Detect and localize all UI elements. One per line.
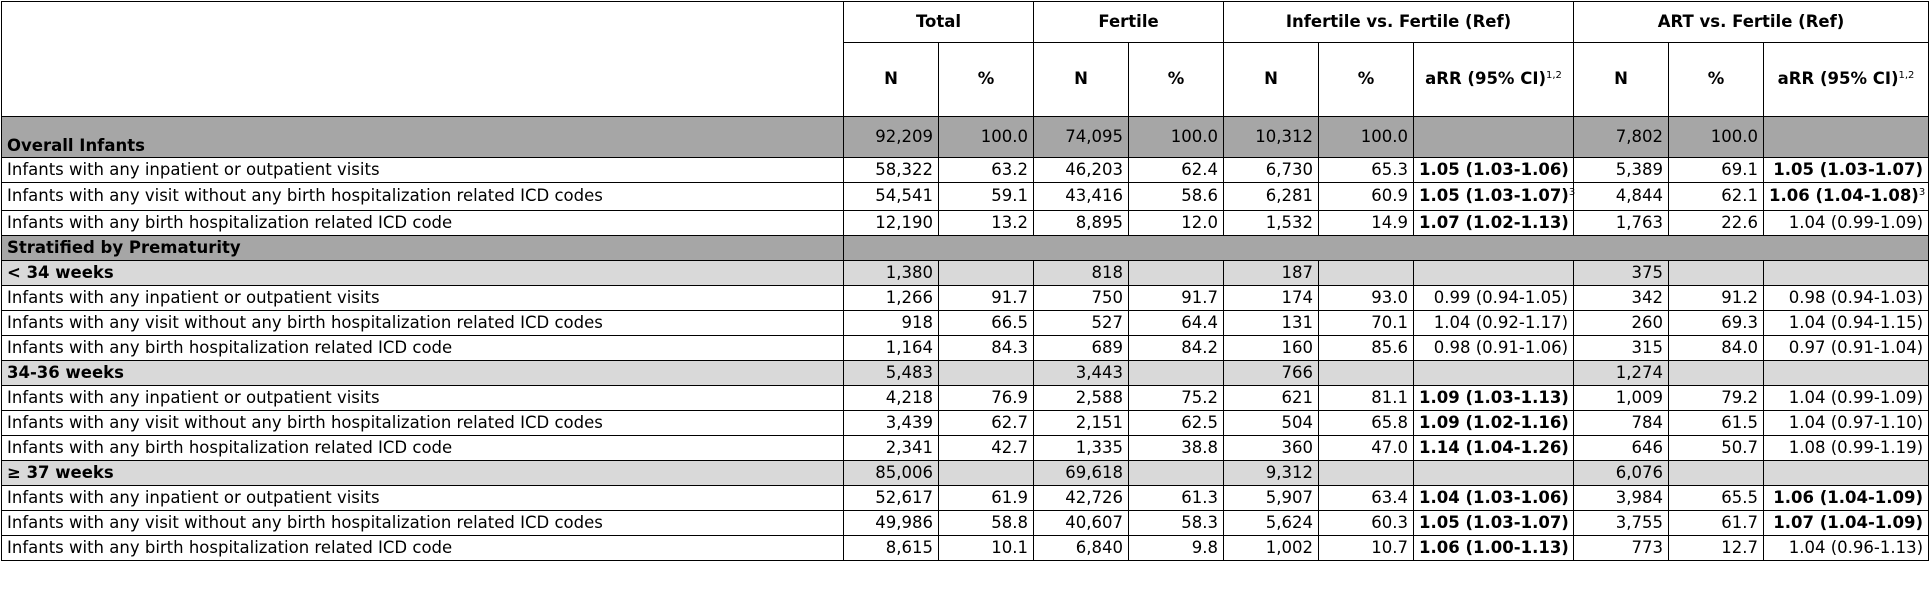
infertile-pct: 14.9: [1319, 211, 1414, 236]
infertile-arr: 0.99 (0.94-1.05): [1414, 286, 1574, 311]
fertile-pct: 58.6: [1129, 183, 1224, 211]
table-row: [2, 286, 1929, 311]
infertile-arr: 1.09 (1.03-1.13): [1414, 386, 1574, 411]
art-pct: 61.5: [1669, 411, 1764, 436]
art-pct: 79.2: [1669, 386, 1764, 411]
art-arr: 1.04 (0.94-1.15): [1764, 311, 1929, 336]
row-label: < 34 weeks: [2, 261, 844, 286]
total-n: 49,986: [844, 511, 939, 536]
art-arr: 1.04 (0.99-1.09): [1764, 211, 1929, 236]
infertile-pct: 81.1: [1319, 386, 1414, 411]
infertile-pct: 70.1: [1319, 311, 1414, 336]
fertile-n: 527: [1034, 311, 1129, 336]
art-pct: [1669, 461, 1764, 486]
header-total: Total: [844, 2, 1034, 43]
row-label: Infants with any visit without any birth hospitalization related ICD codes: [2, 311, 844, 336]
total-n: 3,439: [844, 411, 939, 436]
infertile-arr: 1.04 (0.92-1.17): [1414, 311, 1574, 336]
header-art: ART vs. Fertile (Ref): [1574, 2, 1929, 43]
art-n: 342: [1574, 286, 1669, 311]
total-pct: 63.2: [939, 158, 1034, 183]
infertile-pct: 65.3: [1319, 158, 1414, 183]
art-n: 3,984: [1574, 486, 1669, 511]
art-n: 375: [1574, 261, 1669, 286]
col-art-arr: [1764, 43, 1929, 117]
fertile-n: 74,095: [1034, 117, 1129, 158]
fertile-pct: 84.2: [1129, 336, 1224, 361]
infertile-n: 360: [1224, 436, 1319, 461]
col-fertile-pct: %: [1129, 43, 1224, 117]
total-pct: [939, 361, 1034, 386]
art-arr: [1764, 117, 1929, 158]
row-label: Infants with any inpatient or outpatient visits: [2, 158, 844, 183]
art-arr: [1764, 461, 1929, 486]
total-pct: 84.3: [939, 336, 1034, 361]
total-n: 2,341: [844, 436, 939, 461]
row-label: Overall Infants: [2, 117, 844, 158]
infertile-arr: 1.07 (1.02-1.13): [1414, 211, 1574, 236]
table-row: [2, 311, 1929, 336]
art-arr: 0.98 (0.94-1.03): [1764, 286, 1929, 311]
art-n: 1,009: [1574, 386, 1669, 411]
row-label: Infants with any inpatient or outpatient visits: [2, 386, 844, 411]
row-label: Infants with any inpatient or outpatient visits: [2, 486, 844, 511]
fertile-n: 750: [1034, 286, 1129, 311]
fertile-n: 6,840: [1034, 536, 1129, 561]
table-row: [2, 211, 1929, 236]
art-pct: 65.5: [1669, 486, 1764, 511]
infertile-pct: 100.0: [1319, 117, 1414, 158]
fertile-n: 689: [1034, 336, 1129, 361]
total-n: 92,209: [844, 117, 939, 158]
infertile-pct: 85.6: [1319, 336, 1414, 361]
art-n: 773: [1574, 536, 1669, 561]
art-pct: 69.3: [1669, 311, 1764, 336]
fertile-pct: [1129, 461, 1224, 486]
infertile-pct: 65.8: [1319, 411, 1414, 436]
art-arr: [1764, 261, 1929, 286]
row-label: ≥ 37 weeks: [2, 461, 844, 486]
fertile-pct: 100.0: [1129, 117, 1224, 158]
total-pct: 61.9: [939, 486, 1034, 511]
fertile-pct: 91.7: [1129, 286, 1224, 311]
art-n: 3,755: [1574, 511, 1669, 536]
fertile-n: 818: [1034, 261, 1129, 286]
header-infertile: Infertile vs. Fertile (Ref): [1224, 2, 1574, 43]
infertile-pct: 63.4: [1319, 486, 1414, 511]
art-pct: 50.7: [1669, 436, 1764, 461]
fertile-pct: 64.4: [1129, 311, 1224, 336]
infertile-n: 5,907: [1224, 486, 1319, 511]
col-art-n: N: [1574, 43, 1669, 117]
total-n: 1,266: [844, 286, 939, 311]
infertile-n: 174: [1224, 286, 1319, 311]
col-infertile-pct: %: [1319, 43, 1414, 117]
infertile-pct: 60.9: [1319, 183, 1414, 211]
fertile-n: 46,203: [1034, 158, 1129, 183]
art-pct: 100.0: [1669, 117, 1764, 158]
row-label: Infants with any birth hospitalization related ICD code: [2, 536, 844, 561]
total-pct: 76.9: [939, 386, 1034, 411]
col-infertile-arr: [1414, 43, 1574, 117]
infertile-arr: [1414, 361, 1574, 386]
infertile-pct: 10.7: [1319, 536, 1414, 561]
table-row: [2, 411, 1929, 436]
art-pct: 62.1: [1669, 183, 1764, 211]
art-pct: [1669, 261, 1764, 286]
art-arr: 1.04 (0.99-1.09): [1764, 386, 1929, 411]
art-arr: [1764, 361, 1929, 386]
total-n: 12,190: [844, 211, 939, 236]
infertile-n: 187: [1224, 261, 1319, 286]
infertile-arr: 1.06 (1.00-1.13): [1414, 536, 1574, 561]
row-label: Infants with any birth hospitalization related ICD code: [2, 436, 844, 461]
total-pct: 100.0: [939, 117, 1034, 158]
fertile-pct: 38.8: [1129, 436, 1224, 461]
fertile-pct: 62.4: [1129, 158, 1224, 183]
results-table: [1, 1, 1929, 561]
infertile-arr: 1.04 (1.03-1.06): [1414, 486, 1574, 511]
infertile-arr: 1.09 (1.02-1.16): [1414, 411, 1574, 436]
total-n: 5,483: [844, 361, 939, 386]
table-body: [2, 117, 1929, 561]
infertile-pct: [1319, 461, 1414, 486]
total-pct: 66.5: [939, 311, 1034, 336]
row-label: Infants with any visit without any birth hospitalization related ICD codes: [2, 183, 844, 211]
art-arr: 0.97 (0.91-1.04): [1764, 336, 1929, 361]
total-n: 8,615: [844, 536, 939, 561]
row-label: Stratified by Prematurity: [2, 236, 844, 261]
infertile-arr: 0.98 (0.91-1.06): [1414, 336, 1574, 361]
infertile-n: 131: [1224, 311, 1319, 336]
total-n: 1,164: [844, 336, 939, 361]
art-arr: 1.06 (1.04-1.09): [1764, 486, 1929, 511]
infertile-arr: [1414, 461, 1574, 486]
table-row: [2, 336, 1929, 361]
row-label: Infants with any birth hospitalization related ICD code: [2, 211, 844, 236]
group-row: [2, 117, 1929, 158]
infertile-pct: [1319, 261, 1414, 286]
total-n: 918: [844, 311, 939, 336]
table-row: [2, 536, 1929, 561]
header-corner: [2, 2, 844, 117]
arr-label: aRR (95% CI): [1777, 69, 1899, 89]
fertile-n: 2,588: [1034, 386, 1129, 411]
art-n: 7,802: [1574, 117, 1669, 158]
infertile-arr: 1.05 (1.03-1.06): [1414, 158, 1574, 183]
row-label: Infants with any birth hospitalization related ICD code: [2, 336, 844, 361]
col-art-pct: %: [1669, 43, 1764, 117]
art-n: 5,389: [1574, 158, 1669, 183]
total-pct: 58.8: [939, 511, 1034, 536]
art-n: 1,274: [1574, 361, 1669, 386]
art-pct: 91.2: [1669, 286, 1764, 311]
infertile-arr: 1.14 (1.04-1.26): [1414, 436, 1574, 461]
infertile-arr: [1414, 261, 1574, 286]
art-arr: 1.04 (0.96-1.13): [1764, 536, 1929, 561]
row-label: Infants with any visit without any birth hospitalization related ICD codes: [2, 511, 844, 536]
table-row: [2, 486, 1929, 511]
art-n: 646: [1574, 436, 1669, 461]
art-n: 784: [1574, 411, 1669, 436]
fertile-pct: 75.2: [1129, 386, 1224, 411]
infertile-pct: 60.3: [1319, 511, 1414, 536]
infertile-pct: 47.0: [1319, 436, 1414, 461]
infertile-n: 6,281: [1224, 183, 1319, 211]
infertile-n: 6,730: [1224, 158, 1319, 183]
fertile-n: 3,443: [1034, 361, 1129, 386]
fertile-pct: 61.3: [1129, 486, 1224, 511]
infertile-n: 1,002: [1224, 536, 1319, 561]
arr-footnote: 1,2: [1898, 70, 1915, 82]
art-n: 4,844: [1574, 183, 1669, 211]
fertile-pct: [1129, 361, 1224, 386]
total-n: 58,322: [844, 158, 939, 183]
fertile-n: 40,607: [1034, 511, 1129, 536]
total-pct: [939, 261, 1034, 286]
header-group-row: [2, 2, 1929, 43]
table-row: [2, 158, 1929, 183]
total-pct: 59.1: [939, 183, 1034, 211]
group-row: [2, 461, 1929, 486]
art-arr: 1.05 (1.03-1.07): [1764, 158, 1929, 183]
fertile-n: 1,335: [1034, 436, 1129, 461]
table-row: [2, 436, 1929, 461]
art-n: 260: [1574, 311, 1669, 336]
col-infertile-n: N: [1224, 43, 1319, 117]
art-pct: [1669, 361, 1764, 386]
fertile-pct: 12.0: [1129, 211, 1224, 236]
fertile-pct: [1129, 261, 1224, 286]
total-pct: 10.1: [939, 536, 1034, 561]
arr-label: aRR (95% CI): [1425, 69, 1546, 89]
table-row: [2, 183, 1929, 211]
table-row: [2, 511, 1929, 536]
section-row: [2, 236, 1929, 261]
infertile-n: 504: [1224, 411, 1319, 436]
art-pct: 12.7: [1669, 536, 1764, 561]
infertile-pct: [1319, 361, 1414, 386]
group-row: [2, 361, 1929, 386]
row-label: Infants with any inpatient or outpatient visits: [2, 286, 844, 311]
total-n: 1,380: [844, 261, 939, 286]
art-arr: 1.08 (0.99-1.19): [1764, 436, 1929, 461]
fertile-n: 69,618: [1034, 461, 1129, 486]
fertile-pct: 9.8: [1129, 536, 1224, 561]
col-total-pct: %: [939, 43, 1034, 117]
art-n: 6,076: [1574, 461, 1669, 486]
art-pct: 84.0: [1669, 336, 1764, 361]
header-fertile: Fertile: [1034, 2, 1224, 43]
art-arr: 1.07 (1.04-1.09): [1764, 511, 1929, 536]
total-n: 85,006: [844, 461, 939, 486]
art-n: 1,763: [1574, 211, 1669, 236]
fertile-n: 8,895: [1034, 211, 1129, 236]
total-pct: [939, 461, 1034, 486]
fertile-pct: 62.5: [1129, 411, 1224, 436]
total-pct: 91.7: [939, 286, 1034, 311]
row-label: Infants with any visit without any birth hospitalization related ICD codes: [2, 411, 844, 436]
infertile-arr: 1.05 $(1.03-1.07)^3$: [1414, 183, 1574, 211]
section-filler: [844, 236, 1929, 261]
total-n: 52,617: [844, 486, 939, 511]
infertile-n: 5,624: [1224, 511, 1319, 536]
table-row: [2, 386, 1929, 411]
col-fertile-n: N: [1034, 43, 1129, 117]
total-pct: 42.7: [939, 436, 1034, 461]
fertile-n: 43,416: [1034, 183, 1129, 211]
infertile-n: 766: [1224, 361, 1319, 386]
infertile-n: 621: [1224, 386, 1319, 411]
row-label: 34-36 weeks: [2, 361, 844, 386]
fertile-n: 42,726: [1034, 486, 1129, 511]
art-pct: 69.1: [1669, 158, 1764, 183]
art-arr: 1.06 $(1.04-1.08)^3$: [1764, 183, 1929, 211]
col-total-n: N: [844, 43, 939, 117]
total-pct: 13.2: [939, 211, 1034, 236]
infertile-pct: 93.0: [1319, 286, 1414, 311]
total-n: 4,218: [844, 386, 939, 411]
art-pct: 22.6: [1669, 211, 1764, 236]
infertile-n: 1,532: [1224, 211, 1319, 236]
infertile-n: 160: [1224, 336, 1319, 361]
infertile-arr: 1.05 (1.03-1.07): [1414, 511, 1574, 536]
art-pct: 61.7: [1669, 511, 1764, 536]
fertile-pct: 58.3: [1129, 511, 1224, 536]
art-n: 315: [1574, 336, 1669, 361]
total-n: 54,541: [844, 183, 939, 211]
arr-footnote: 1,2: [1546, 70, 1562, 82]
group-row: [2, 261, 1929, 286]
infertile-arr: [1414, 117, 1574, 158]
infertile-n: 10,312: [1224, 117, 1319, 158]
total-pct: 62.7: [939, 411, 1034, 436]
infertile-n: 9,312: [1224, 461, 1319, 486]
fertile-n: 2,151: [1034, 411, 1129, 436]
art-arr: 1.04 (0.97-1.10): [1764, 411, 1929, 436]
